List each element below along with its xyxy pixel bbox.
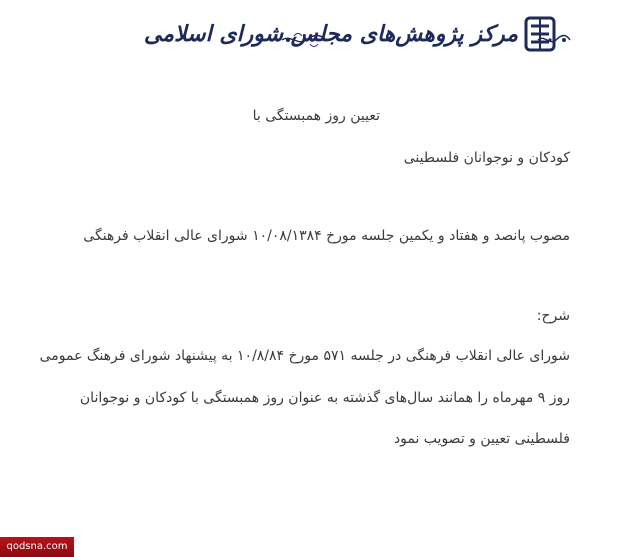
body-line-1: شورای عالی انقلاب فرهنگی در جلسه ۵۷۱ مورخ ۱۰/۸/۸۴ به پیشنهاد شورای فرهنگ عمومی	[39, 348, 570, 364]
logo	[143, 12, 558, 60]
watermark-badge: qodsna.com	[0, 537, 74, 557]
sharh-label: شرح:	[536, 308, 570, 324]
body-line-3: فلسطینی تعیین و تصویب نمود	[393, 431, 570, 447]
approval-line: مصوب پانصد و هفتاد و یکمین جلسه مورخ ۱۰/۰۸/۱۳۸۴ شورای عالی انقلاب فرهنگی	[83, 228, 570, 244]
ornament-right-icon	[536, 30, 572, 50]
logo-text: مرکز پژوهش‌های مجلس شورای اسلامی	[143, 21, 518, 47]
title-line-1: تعیین روز همبستگی با	[252, 108, 380, 124]
title-line-2: کودکان و نوجوانان فلسطینی	[403, 150, 570, 166]
header	[0, 8, 623, 64]
body-line-2: روز ۹ مهرماه را همانند سال‌های گذشته به عنوان روز همبستگی با کودکان و نوجوانان	[79, 390, 570, 406]
